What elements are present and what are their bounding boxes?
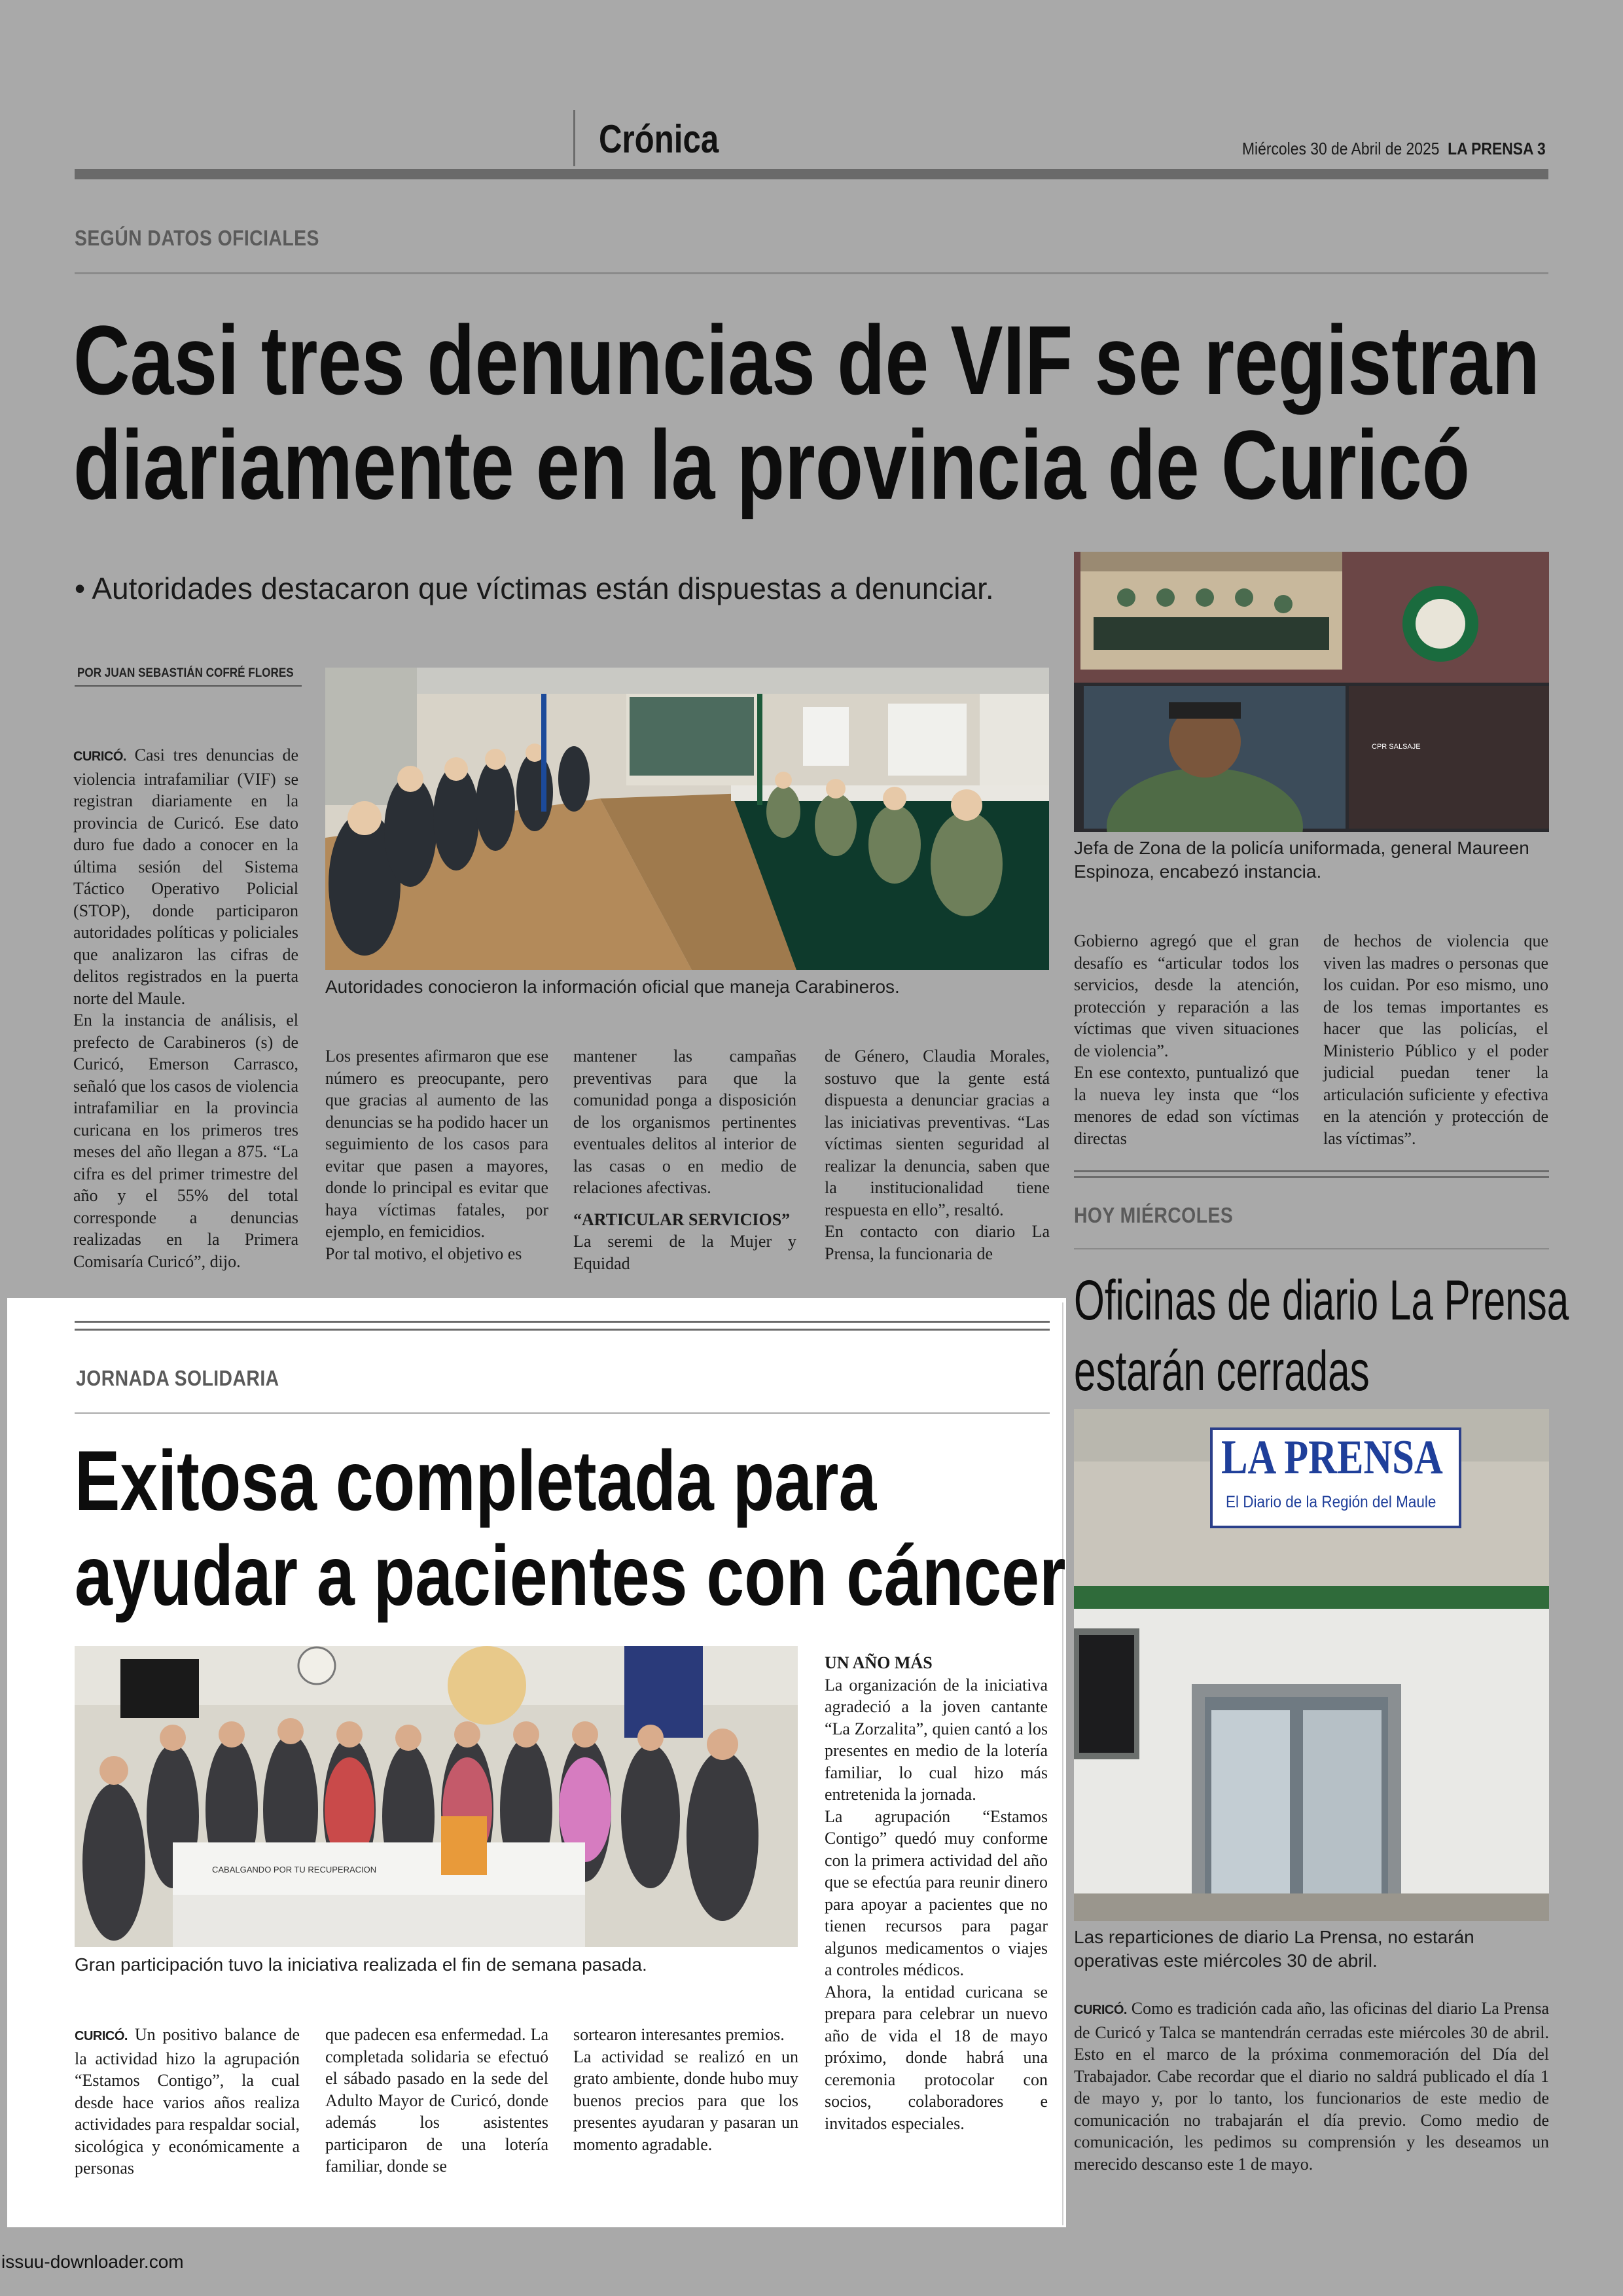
article1-paragraph-11: de hechos de violencia que viven las madres o personas que los cuidan. Por eso mismo, uno de los temas importantes es hacer que las policías, el Ministerio Público y el poder judicial puedan tener la articulación suficiente y efectiva en la atención y protección de las víctimas”. — [1323, 931, 1548, 1148]
article3-kicker-rule — [1074, 1248, 1549, 1249]
article2-paragraph-4: La actividad se realizó en un grato ambiente, donde hubo muy buenos precios para que los presentes ayudaran y pasaran un momento agradable. — [573, 2047, 798, 2154]
paper-page: LA PRENSA 3 — [1448, 139, 1546, 158]
article2-headline-line2: ayudar a pacientes con cáncer — [75, 1528, 1066, 1623]
article1-paragraph-6: La seremi de la Mujer y Equidad — [573, 1232, 796, 1273]
building-photo-caption: Las reparticiones de diario La Prensa, no estarán operativas este miércoles 30 de abril. — [1074, 1927, 1474, 1971]
article1-kicker-rule — [75, 272, 1548, 274]
article1-column-6 — [1323, 930, 1548, 1149]
article1-column-3 — [573, 1045, 796, 1274]
article1-paragraph-8: En contacto con diario La Prensa, la funcionaria de — [825, 1222, 1050, 1263]
article2-kicker-rule — [75, 1412, 1050, 1414]
article1-dateline: CURICÓ. — [73, 749, 126, 764]
article1-column-2 — [325, 1045, 548, 1265]
header-divider — [573, 110, 575, 166]
sign-logo-text: LA PRENSA — [1221, 1431, 1443, 1484]
header-rule — [75, 169, 1548, 179]
article1-paragraph-4: Por tal motivo, el objetivo es — [325, 1244, 522, 1263]
article2-paragraph-7: Ahora, la entidad curicana se prepara para celebrar un nuevo año de vida el 18 de mayo próximo, donde habrá una ceremonia protocolar con socios, colaboradores e invitados especiales. — [825, 1982, 1048, 2133]
article3-dateline: CURICÓ. — [1074, 2003, 1127, 2017]
article1-byline: POR JUAN SEBASTIÁN COFRÉ FLORES — [77, 666, 294, 680]
article1-column-1 — [73, 744, 298, 1272]
article3-body — [1074, 1998, 1549, 2175]
banner-text: CABALGANDO POR TU RECUPERACION — [212, 1865, 377, 1874]
article1-paragraph-1: CURICÓ. Casi tres denuncias de violencia intrafamiliar (VIF) se registran diariamente en la provincia de Curicó. Ese dato duro fue dado a conocer en la última sesión del Sistema Táctico Operativo Policial (STOP), donde participaron autoridades políticas y policiales que analizaron las cifras de delitos registrados en la puerta norte del Maule. — [73, 745, 298, 1008]
article1-paragraph-3: Los presentes afirmaron que ese número es preocupante, pero que gracias al aumento de las denuncias se ha podido hacer un seguimiento de los casos para evitar que pasen a mayores, donde lo principal es evitar que haya víctimas fatales, por ejemplo, en femicidios. — [325, 1047, 548, 1241]
article1-headline-line2: diariamente en la provincia de Curicó — [73, 410, 1470, 520]
watermark-text: issuu-downloader.com — [1, 2251, 184, 2272]
building-photo — [1074, 1409, 1549, 1921]
article3-kicker: HOY MIÉRCOLES — [1074, 1203, 1234, 1227]
article2-column-1 — [75, 2024, 300, 2179]
article1-bullet: • Autoridades destacaron que víctimas están dispuestas a denunciar. — [75, 571, 994, 605]
group-photo — [75, 1646, 798, 1947]
header-date — [1242, 139, 1546, 159]
article2-kicker: JORNADA SOLIDARIA — [76, 1366, 279, 1390]
article2-column-4 — [825, 1652, 1048, 2134]
article2-dateline: CURICÓ. — [75, 2029, 128, 2043]
article2-subheading: UN AÑO MÁS — [825, 1653, 933, 1672]
article3-double-rule-top — [1074, 1170, 1549, 1172]
sign-subtitle: El Diario de la Región del Maule — [1226, 1493, 1436, 1511]
article2-double-rule-bottom — [75, 1329, 1050, 1331]
article1-paragraph-5: mantener las campañas preventivas para que la comunidad ponga a disposición de los organismos pertinentes eventuales delitos al interior de las casas o en medio de relaciones afectivas. — [573, 1047, 796, 1197]
article3-double-rule-bottom — [1074, 1176, 1549, 1178]
article1-headline-line1: Casi tres denuncias de VIF se registran — [73, 305, 1540, 415]
article2-paragraph-3: sortearon interesantes premios. — [573, 2025, 785, 2044]
article2-paragraph-5: La organización de la iniciativa agradeció a la joven cantante “La Zorzalita”, quien cantó a los presentes en medio de la lotería familiar, lo cual hizo más entretenida la jornada. — [825, 1675, 1048, 1804]
videocall-photo — [1074, 552, 1549, 832]
panel-vertical-divider — [1062, 1302, 1063, 2225]
date-text: Miércoles 30 de Abril de 2025 — [1242, 139, 1440, 158]
article1-subheading: “ARTICULAR SERVICIOS” — [573, 1210, 791, 1229]
article1-column-4 — [825, 1045, 1050, 1265]
screen-label: CPR SALSAJE — [1372, 743, 1421, 751]
videocall-photo-caption: Jefa de Zona de la policía uniformada, general Maureen Espinoza, encabezó instancia. — [1074, 838, 1529, 882]
byline-rule — [75, 685, 302, 687]
article2-column-2 — [325, 2024, 548, 2178]
article1-paragraph-7: de Género, Claudia Morales, sostuvo que la gente está dispuesta a denunciar gracias a las iniciativas preventivas. “Las víctimas sienten seguridad al realizar la denuncia, saben que la institucionalidad tiene respuesta en ello”, resaltó. — [825, 1047, 1050, 1219]
article1-kicker: SEGÚN DATOS OFICIALES — [75, 226, 319, 250]
meeting-photo-caption: Autoridades conocieron la información oficial que maneja Carabineros. — [325, 977, 900, 997]
article1-column-5 — [1074, 930, 1299, 1149]
article3-paragraph: CURICÓ. Como es tradición cada año, las oficinas del diario La Prensa de Curicó y Talca se mantendrán cerradas este miércoles 30 de abril. Esto en el marco de la próxima conmemoración del Día del Trabajador. Cabe recordar que el diario no saldrá publicado el día 1 de mayo y, por lo tanto, los funcionarios de este medio de comunicación no trabajarán el día previo. Como medio de comunicación, les pedimos su comprensión y les deseamos un merecido descanso este 1 de mayo. — [1074, 1999, 1549, 2174]
group-photo-caption: Gran participación tuvo la iniciativa realizada el fin de semana pasada. — [75, 1954, 647, 1975]
article2-double-rule-top — [75, 1321, 1050, 1323]
article1-paragraph-10: En ese contexto, puntualizó que la nueva ley insta que “los menores de edad son víctimas directas — [1074, 1063, 1299, 1148]
article2-column-3 — [573, 2024, 798, 2155]
article3-headline-line1: Oficinas de diario La Prensa — [1074, 1269, 1569, 1332]
article2-headline-line1: Exitosa completada para — [75, 1433, 877, 1528]
article2-paragraph-1: CURICÓ. Un positivo balance de la actividad hizo la agrupación “Estamos Contigo”, la cual desde hace varios años realiza actividades para respaldar social, sicológica y económicamente a personas — [75, 2025, 300, 2178]
article1-paragraph-9: Gobierno agregó que el gran desafío es “articular todos los servicios, desde la atención, protección y reparación a las víctimas que viven situaciones de violencia”. — [1074, 931, 1299, 1060]
article2-paragraph-6: La agrupación “Estamos Contigo” quedó muy conforme con la primera actividad del año que se efectúa para reunir dinero para apoyar a pacientes que no tienen recursos para pagar algunos medicamentos o viajes a controles médicos. — [825, 1806, 1048, 1979]
meeting-photo — [325, 668, 1049, 970]
article2-paragraph-2: que padecen esa enfermedad. La completada solidaria se efectuó el sábado pasado en la sede del Adulto Mayor de Curicó, donde además los asistentes participaron de una lotería familiar, donde se — [325, 2025, 548, 2176]
article3-headline-line2: estarán cerradas — [1074, 1340, 1370, 1403]
section-title: Crónica — [599, 117, 719, 161]
article1-paragraph-2: En la instancia de análisis, el prefecto de Carabineros (s) de Curicó, Emerson Carrasco, señaló que los casos de violencia intrafamiliar en la provincia curicana en los primeros tres meses del año llegan a 875. “La cifra es del primer trimestre del año y el 55% del total corresponde a denuncias realizadas en la Primera Comisaría Curicó”, dijo. — [73, 1011, 298, 1271]
